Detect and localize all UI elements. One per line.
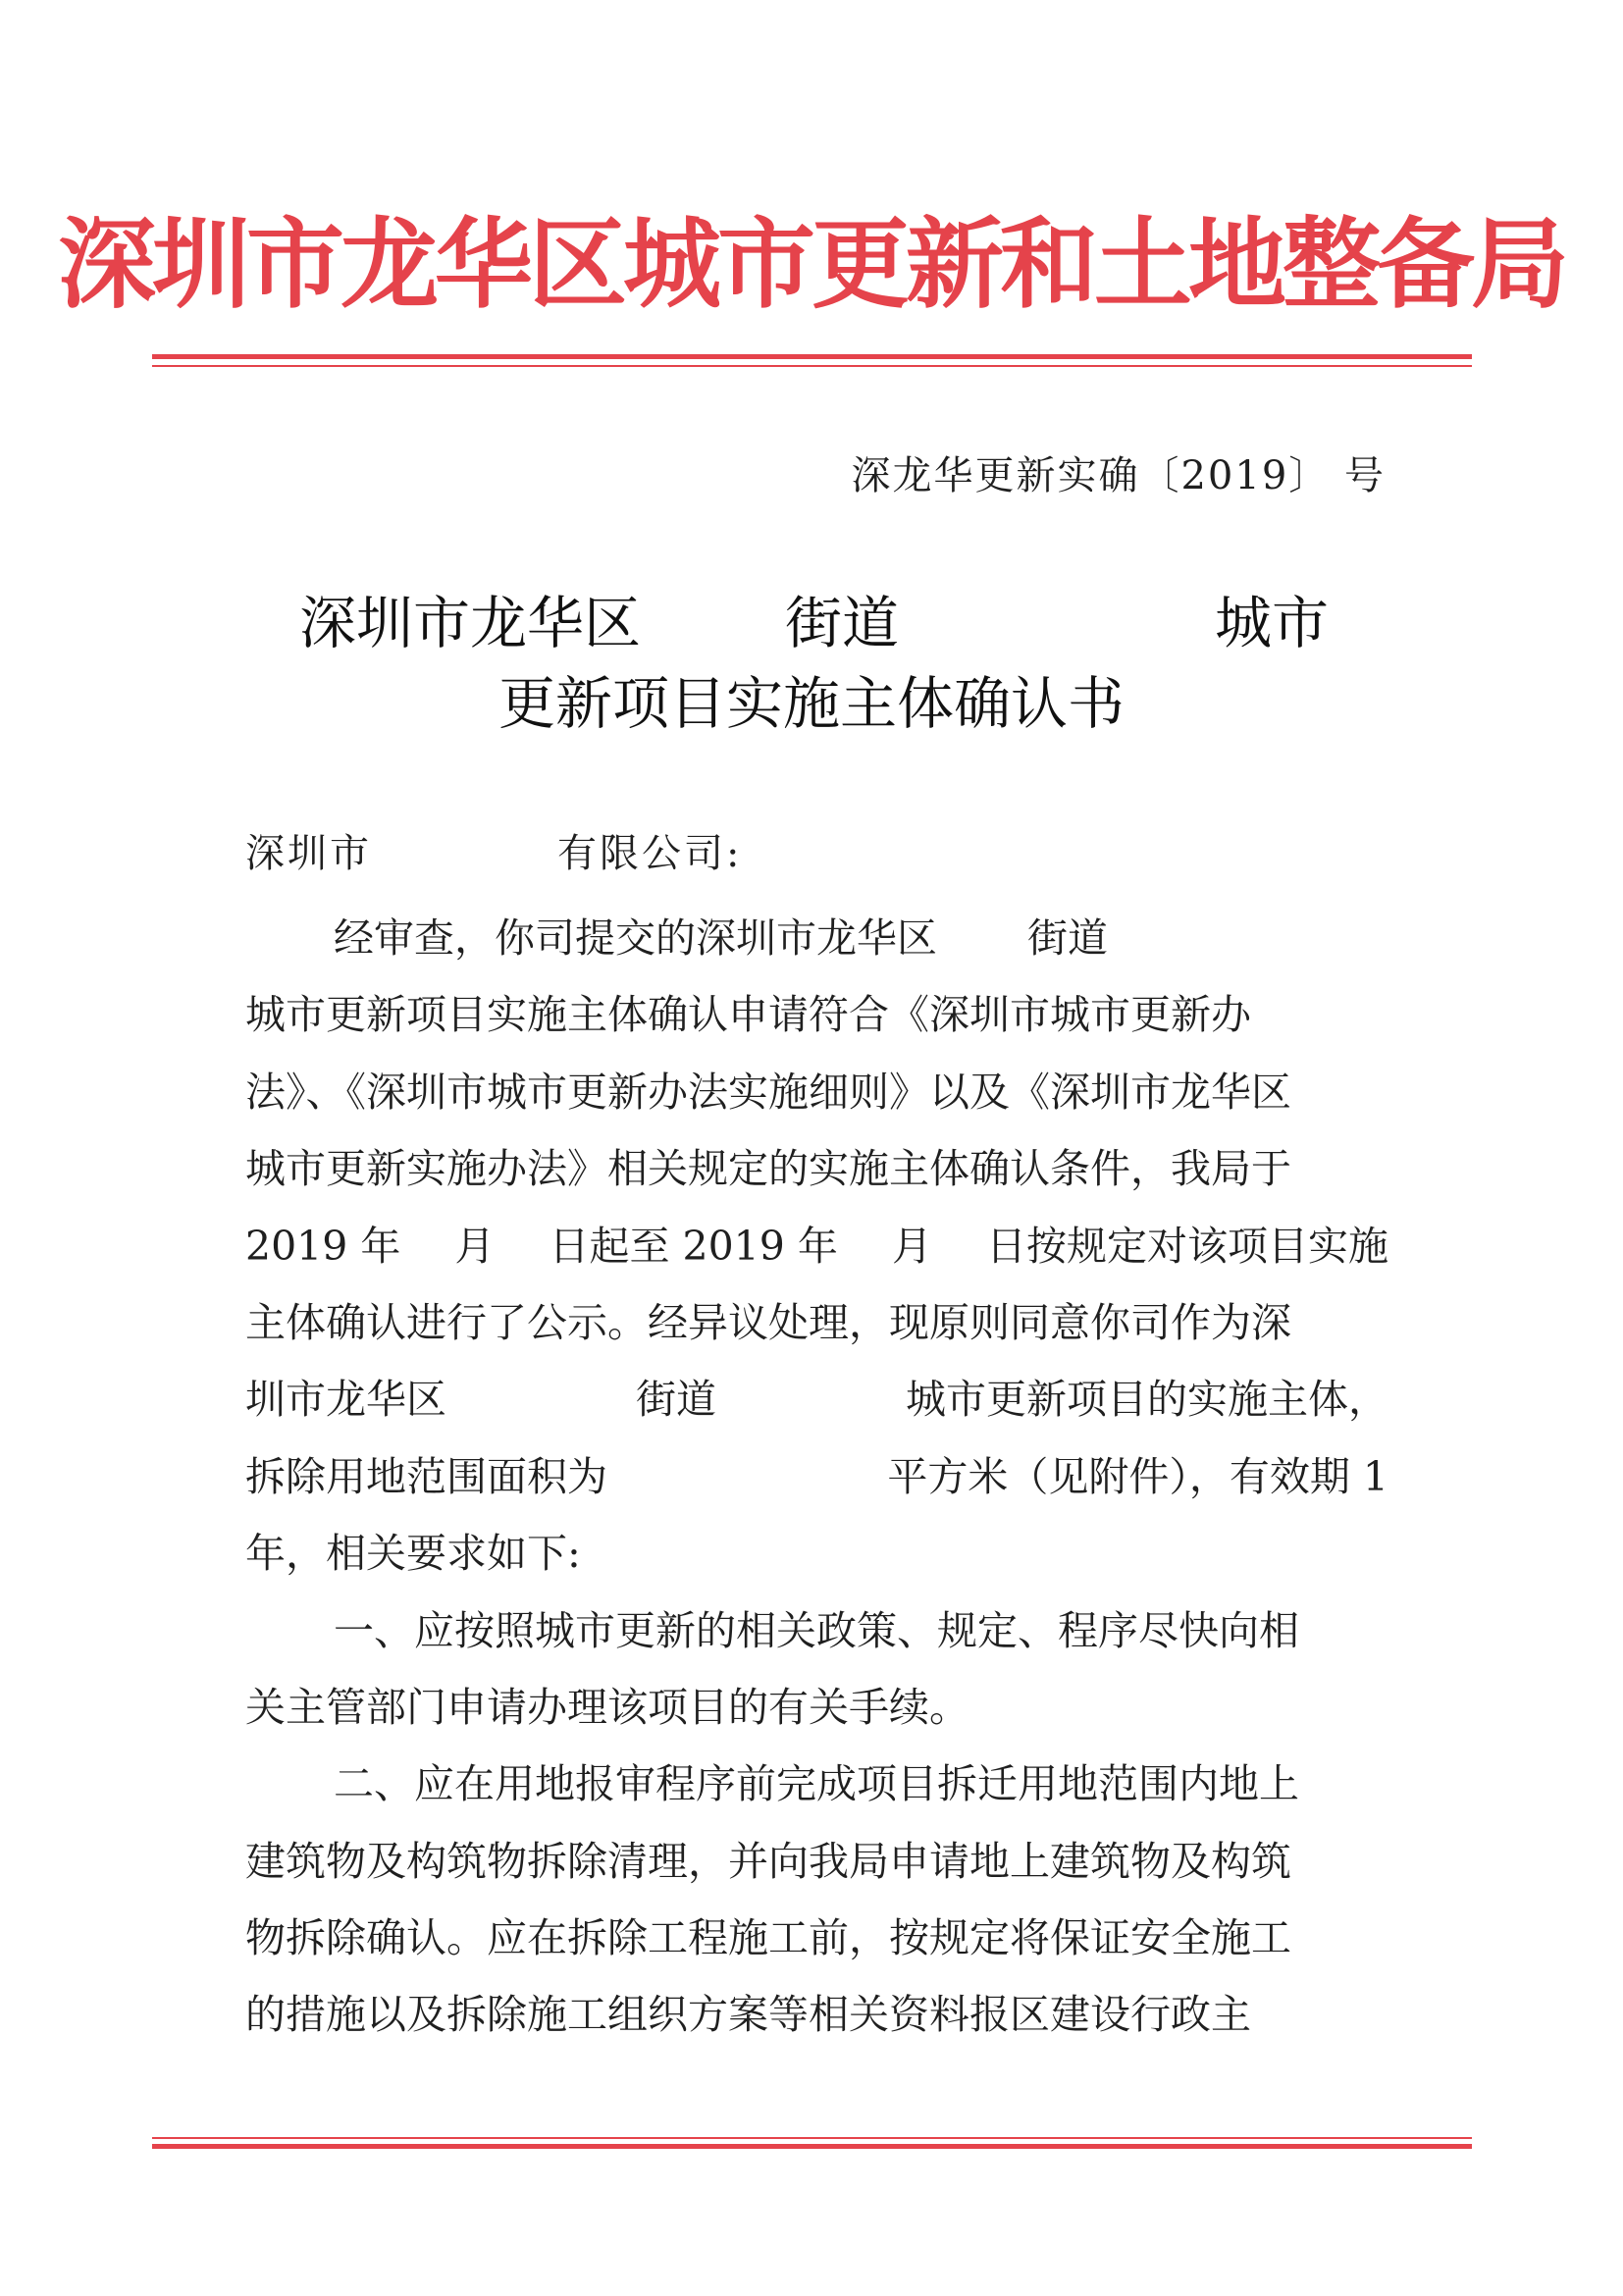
salutation-city: 深圳市: [245, 831, 372, 876]
body-line: 的措施以及拆除施工组织方案等相关资料报区建设行政主: [245, 1991, 1251, 2039]
body-line: 城市更新项目实施主体确认申请符合《深圳市城市更新办: [245, 991, 1251, 1039]
body-line: 年，相关要求如下:: [245, 1530, 581, 1578]
bottom-rule-thin: [152, 2137, 1472, 2139]
body-line: 法》、《深圳市城市更新办法实施细则》以及《深圳市龙华区: [245, 1068, 1291, 1116]
bottom-rule-thick: [152, 2144, 1472, 2149]
top-rule-thin: [152, 365, 1472, 367]
body-line: 建筑物及构筑物拆除清理，并向我局申请地上建筑物及构筑: [245, 1837, 1291, 1885]
body-text: 街道: [636, 1376, 716, 1424]
body-text: 拆除用地范围面积为: [245, 1452, 607, 1500]
body-text: 2019 年: [245, 1222, 401, 1270]
body-text: 月: [454, 1222, 496, 1270]
body-text: 城市更新项目的实施主体，: [906, 1376, 1388, 1424]
body-text: 月: [891, 1222, 932, 1270]
title-city: 城市: [1215, 590, 1330, 656]
body-text: 圳市龙华区: [245, 1376, 446, 1424]
body-text: 日按规定对该项目实施: [985, 1222, 1388, 1270]
title-line-2: 更新项目实施主体确认书: [497, 670, 1125, 737]
letter-body: [245, 900, 1388, 2054]
body-line: [245, 1361, 1388, 1437]
title-street: 街道: [785, 590, 900, 656]
body-line: 关主管部门申请办理该项目的有关手续。: [245, 1683, 969, 1731]
document-number: 深龙华更新实确〔2019〕 号: [851, 453, 1386, 498]
body-line: 一、应按照城市更新的相关政策、规定、程序尽快向相: [334, 1606, 1299, 1654]
body-line: 物拆除确认。应在拆除工程施工前，按规定将保证安全施工: [245, 1914, 1291, 1962]
body-text: 街道: [1027, 914, 1108, 962]
body-line: [245, 1208, 1388, 1284]
body-line: 城市更新实施办法》相关规定的实施主体确认条件，我局于: [245, 1145, 1291, 1193]
agency-letterhead: 深圳市龙华区城市更新和土地整备局: [58, 207, 1565, 322]
body-line: 主体确认进行了公示。经异议处理，现原则同意你司作为深: [245, 1298, 1291, 1346]
body-text: 平方米（见附件），有效期 1: [887, 1452, 1388, 1500]
title-district: 深圳市龙华区: [299, 590, 642, 656]
salutation-company: 有限公司:: [557, 831, 743, 876]
body-line: [245, 900, 1388, 976]
body-line: [245, 1438, 1388, 1515]
body-text: 经审查，你司提交的深圳市龙华区: [334, 914, 937, 962]
body-text: 日起至 2019 年: [549, 1222, 838, 1270]
body-line: 二、应在用地报审程序前完成项目拆迁用地范围内地上: [334, 1760, 1299, 1808]
top-rule-thick: [152, 354, 1472, 359]
